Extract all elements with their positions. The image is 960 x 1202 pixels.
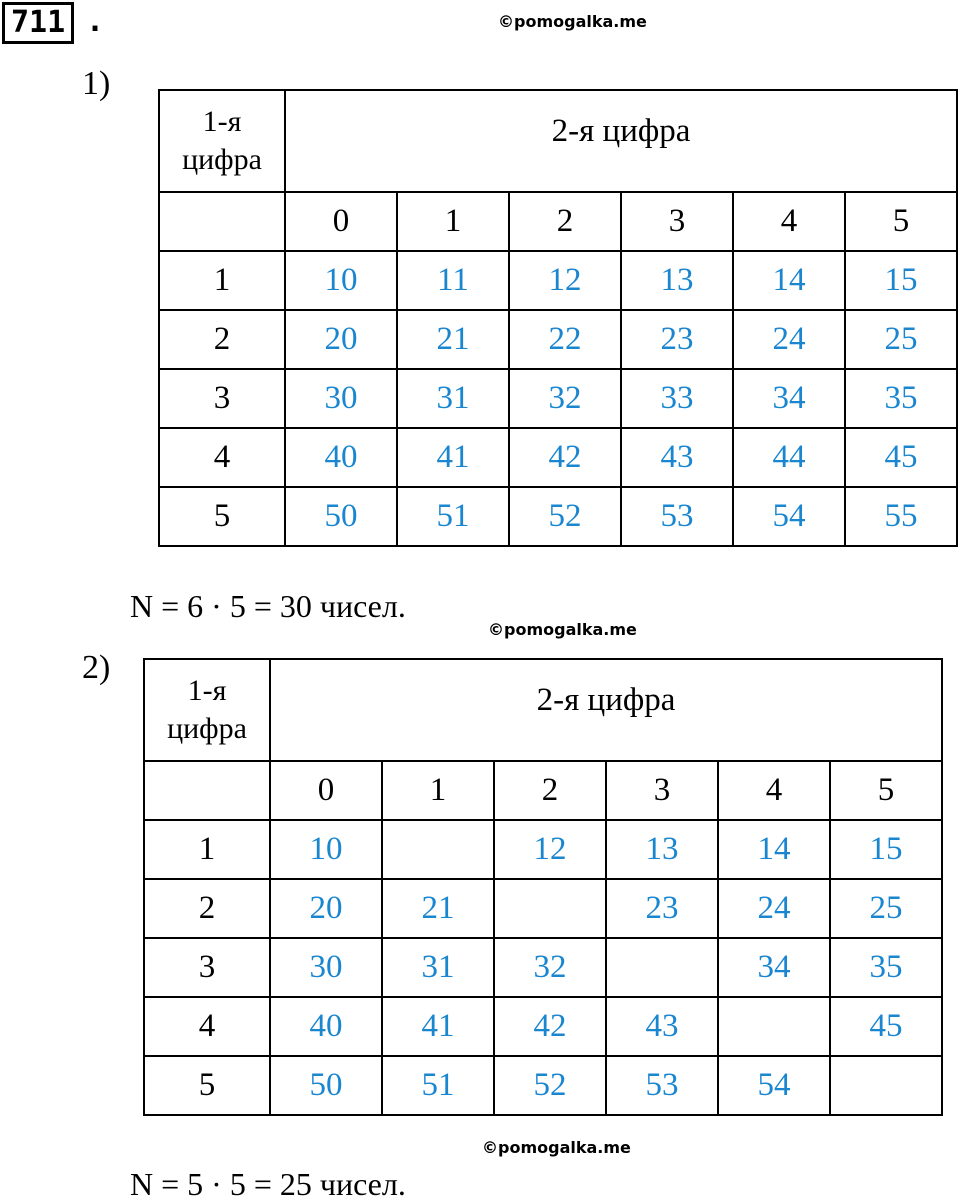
second-digit-2: 2	[494, 761, 606, 820]
number-cell-52: 52	[509, 487, 621, 546]
number-cell-30: 30	[270, 938, 382, 997]
digits-table-part-1	[158, 89, 958, 547]
number-cell-45: 45	[830, 997, 942, 1056]
table-row	[144, 879, 942, 938]
watermark-top: ©pomogalka.me	[498, 12, 647, 31]
empty-cell	[382, 820, 494, 879]
first-digit-header-line-2: цифра	[182, 143, 262, 176]
number-cell-32: 32	[509, 369, 621, 428]
number-cell-44: 44	[733, 428, 845, 487]
table-row	[159, 428, 957, 487]
number-cell-35: 35	[830, 938, 942, 997]
number-cell-23: 23	[621, 310, 733, 369]
number-cell-20: 20	[270, 879, 382, 938]
number-cell-21: 21	[397, 310, 509, 369]
part-2-label: 2)	[82, 649, 111, 686]
second-digit-5: 5	[845, 192, 957, 251]
number-cell-22: 22	[509, 310, 621, 369]
first-digit-header-line-1: 1-я	[202, 105, 242, 138]
digits-table-part-2	[143, 658, 943, 1116]
table-row	[144, 820, 942, 879]
second-digit-1: 1	[382, 761, 494, 820]
number-cell-50: 50	[285, 487, 397, 546]
number-cell-34: 34	[718, 938, 830, 997]
number-cell-11: 11	[397, 251, 509, 310]
table-row	[144, 997, 942, 1056]
number-cell-41: 41	[382, 997, 494, 1056]
number-cell-24: 24	[733, 310, 845, 369]
number-cell-33: 33	[621, 369, 733, 428]
number-cell-40: 40	[285, 428, 397, 487]
first-digit-header	[144, 659, 270, 761]
first-digit-4: 4	[144, 997, 270, 1056]
number-cell-43: 43	[606, 997, 718, 1056]
number-cell-32: 32	[494, 938, 606, 997]
first-digit-1: 1	[144, 820, 270, 879]
second-digit-4: 4	[718, 761, 830, 820]
number-cell-15: 15	[845, 251, 957, 310]
number-cell-54: 54	[718, 1056, 830, 1115]
second-digit-header: 2-я цифра	[285, 90, 957, 192]
empty-corner-cell	[159, 192, 285, 251]
first-digit-2: 2	[144, 879, 270, 938]
number-cell-51: 51	[397, 487, 509, 546]
empty-cell	[830, 1056, 942, 1115]
number-cell-25: 25	[845, 310, 957, 369]
number-cell-13: 13	[606, 820, 718, 879]
second-digit-5: 5	[830, 761, 942, 820]
number-cell-23: 23	[606, 879, 718, 938]
number-cell-13: 13	[621, 251, 733, 310]
number-cell-14: 14	[733, 251, 845, 310]
number-cell-25: 25	[830, 879, 942, 938]
number-cell-41: 41	[397, 428, 509, 487]
number-cell-21: 21	[382, 879, 494, 938]
number-cell-14: 14	[718, 820, 830, 879]
empty-cell	[606, 938, 718, 997]
number-cell-42: 42	[494, 997, 606, 1056]
number-cell-12: 12	[509, 251, 621, 310]
number-cell-10: 10	[285, 251, 397, 310]
first-digit-2: 2	[159, 310, 285, 369]
number-cell-40: 40	[270, 997, 382, 1056]
second-digit-3: 3	[606, 761, 718, 820]
table-header-row	[144, 659, 942, 761]
first-digit-header-line-1: 1-я	[187, 674, 227, 707]
number-cell-20: 20	[285, 310, 397, 369]
number-cell-31: 31	[397, 369, 509, 428]
number-cell-54: 54	[733, 487, 845, 546]
watermark-bottom: ©pomogalka.me	[482, 1138, 631, 1157]
task-number-dot: .	[86, 4, 105, 39]
number-cell-24: 24	[718, 879, 830, 938]
first-digit-1: 1	[159, 251, 285, 310]
number-cell-43: 43	[621, 428, 733, 487]
table-row	[144, 1056, 942, 1115]
second-digit-header: 2-я цифра	[270, 659, 942, 761]
number-cell-10: 10	[270, 820, 382, 879]
number-cell-53: 53	[621, 487, 733, 546]
number-cell-55: 55	[845, 487, 957, 546]
number-cell-12: 12	[494, 820, 606, 879]
column-header-row	[144, 761, 942, 820]
number-cell-35: 35	[845, 369, 957, 428]
second-digit-3: 3	[621, 192, 733, 251]
table-row	[159, 369, 957, 428]
table-row	[159, 251, 957, 310]
number-cell-45: 45	[845, 428, 957, 487]
number-cell-42: 42	[509, 428, 621, 487]
first-digit-4: 4	[159, 428, 285, 487]
first-digit-3: 3	[159, 369, 285, 428]
column-header-row	[159, 192, 957, 251]
number-cell-52: 52	[494, 1056, 606, 1115]
first-digit-header	[159, 90, 285, 192]
number-cell-31: 31	[382, 938, 494, 997]
number-cell-50: 50	[270, 1056, 382, 1115]
table-header-row	[159, 90, 957, 192]
second-digit-0: 0	[270, 761, 382, 820]
empty-cell	[718, 997, 830, 1056]
first-digit-5: 5	[159, 487, 285, 546]
table-row	[159, 487, 957, 546]
number-cell-15: 15	[830, 820, 942, 879]
second-digit-1: 1	[397, 192, 509, 251]
number-cell-30: 30	[285, 369, 397, 428]
number-cell-34: 34	[733, 369, 845, 428]
formula-part-1: N = 6 · 5 = 30 чисел.	[130, 588, 406, 624]
first-digit-5: 5	[144, 1056, 270, 1115]
table-row	[159, 310, 957, 369]
second-digit-0: 0	[285, 192, 397, 251]
empty-corner-cell	[144, 761, 270, 820]
watermark-middle: ©pomogalka.me	[488, 620, 637, 639]
task-number: 711	[2, 2, 74, 44]
formula-part-2: N = 5 · 5 = 25 чисел.	[130, 1166, 406, 1202]
number-cell-51: 51	[382, 1056, 494, 1115]
empty-cell	[494, 879, 606, 938]
second-digit-2: 2	[509, 192, 621, 251]
part-1-label: 1)	[82, 65, 111, 102]
table-row	[144, 938, 942, 997]
first-digit-3: 3	[144, 938, 270, 997]
first-digit-header-line-2: цифра	[167, 712, 247, 745]
number-cell-53: 53	[606, 1056, 718, 1115]
second-digit-4: 4	[733, 192, 845, 251]
